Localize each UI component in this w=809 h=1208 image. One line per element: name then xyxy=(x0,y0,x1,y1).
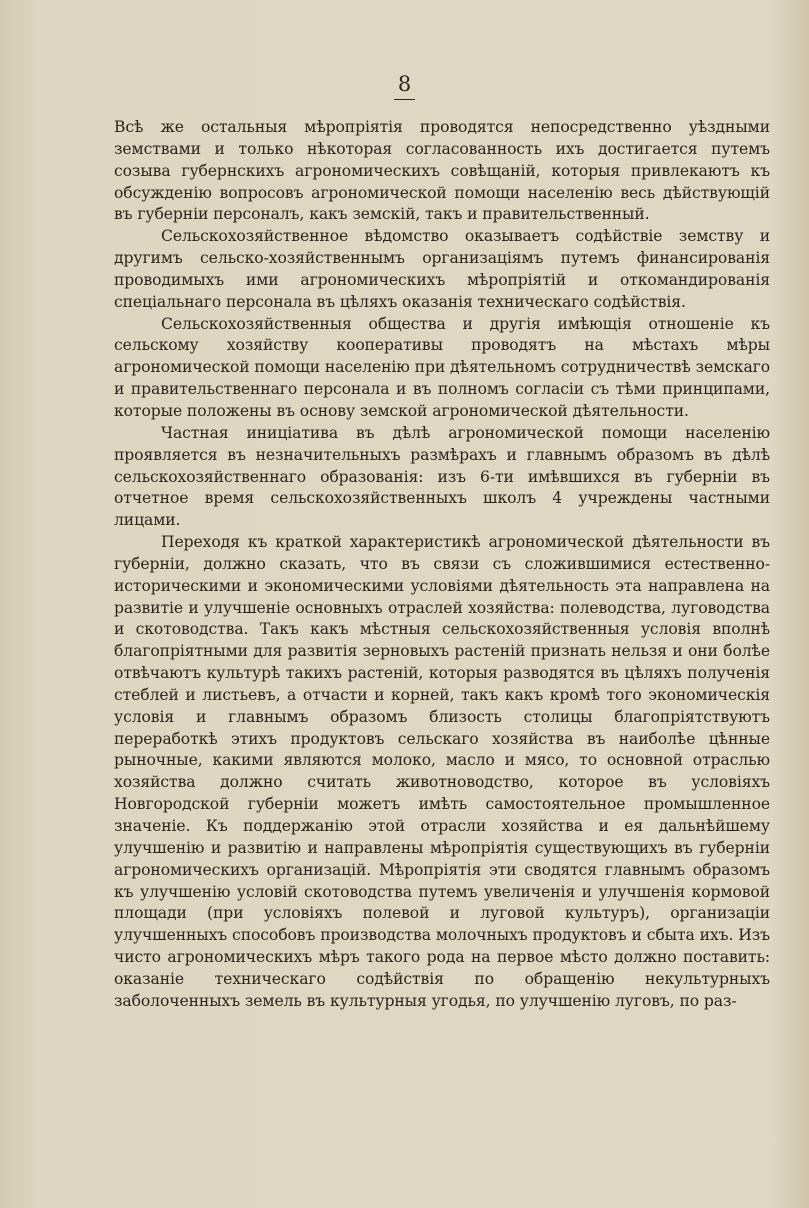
page-number: 8 xyxy=(394,72,415,100)
paragraph: Переходя къ краткой характеристикѣ агрономической дѣятельности въ губерніи, должно сказать, что въ связи съ сложившимися естественно-историческими и экономическими условіями дѣятельность эта направлена на развитіе и улучшеніе основныхъ отраслей хозяйства: полеводства, луговодства и скотоводства. Такъ какъ мѣстныя сельскохозяйственныя условія вполнѣ благопріятными для развитія зерновыхъ растеній признать нельзя и они болѣе отвѣчаютъ культурѣ такихъ растеній, которыя разводятся въ цѣляхъ полученія стеблей и листьевъ, а отчасти и корней, такъ какъ кромѣ того экономическія условія и главнымъ образомъ близость столицы благопріятствуютъ переработкѣ этихъ продуктовъ сельскаго хозяйства въ наиболѣе цѣнные рыночные, какими являются молоко, масло и мясо, то основной отраслью хозяйства должно считать животноводство, которое въ условіяхъ Новгородской губерніи можетъ имѣть самостоятельное промышленное значеніе. Къ поддержанію этой отрасли хозяйства и ея дальнѣйшему улучшенію и развитію и направлены мѣропріятія существующихъ въ губерніи агрономическихъ организацій. Мѣропріятія эти сводятся главнымъ образомъ къ улучшенію условій скотоводства путемъ увеличенія и улучшенія кормовой площади (при условіяхъ полевой и луговой культуръ), организаціи улучшенныхъ способовъ производства молочныхъ продуктовъ и сбыта ихъ. Изъ чисто агрономическихъ мѣръ такого рода на первое мѣсто должно поставить: оказаніе техническаго содѣйствія по обращенію некультурныхъ заболоченныхъ земель въ культурныя угодья, по улучшенію луговъ, по раз- xyxy=(114,533,770,1010)
paragraph: Частная иниціатива въ дѣлѣ агрономической помощи населенію проявляется въ незначительныхъ размѣрахъ и главнымъ образомъ въ дѣлѣ сельскохозяйственнаго образованія: изъ 6-ти имѣвшихся въ губерніи въ отчетное время сельскохозяйственныхъ школъ 4 учреждены частными лицами. xyxy=(114,423,770,530)
paragraph: Всѣ же остальныя мѣропріятія проводятся непосредственно уѣздными земствами и только нѣкоторая согласованность ихъ достигается путемъ созыва губернскихъ агрономическихъ совѣщаній, которыя привлекаютъ къ обсужденію вопросовъ агрономической помощи населенію весь дѣйствующій въ губерніи персоналъ, какъ земскій, такъ и правительственный. xyxy=(114,118,770,224)
paragraph: Сельскохозяйственное вѣдомство оказываетъ содѣйствіе земству и другимъ сельско-хозяйственнымъ организаціямъ путемъ финансированія проводимыхъ ими агрономическихъ мѣропріятій и откомандированія спеціальнаго персонала въ цѣляхъ оказанія техническаго содѣйствія. xyxy=(114,227,770,311)
body-text xyxy=(114,117,770,1013)
paragraph: Сельскохозяйственныя общества и другія имѣющія отношеніе къ сельскому хозяйству кооперативы проводятъ на мѣстахъ мѣры агрономической помощи населенію при дѣятельномъ сотрудничествѣ земскаго и правительственнаго персонала и въ полномъ согласіи съ тѣми принципами, которые положены въ основу земской агрономической дѣятельности. xyxy=(114,314,770,420)
page-header xyxy=(0,72,809,100)
